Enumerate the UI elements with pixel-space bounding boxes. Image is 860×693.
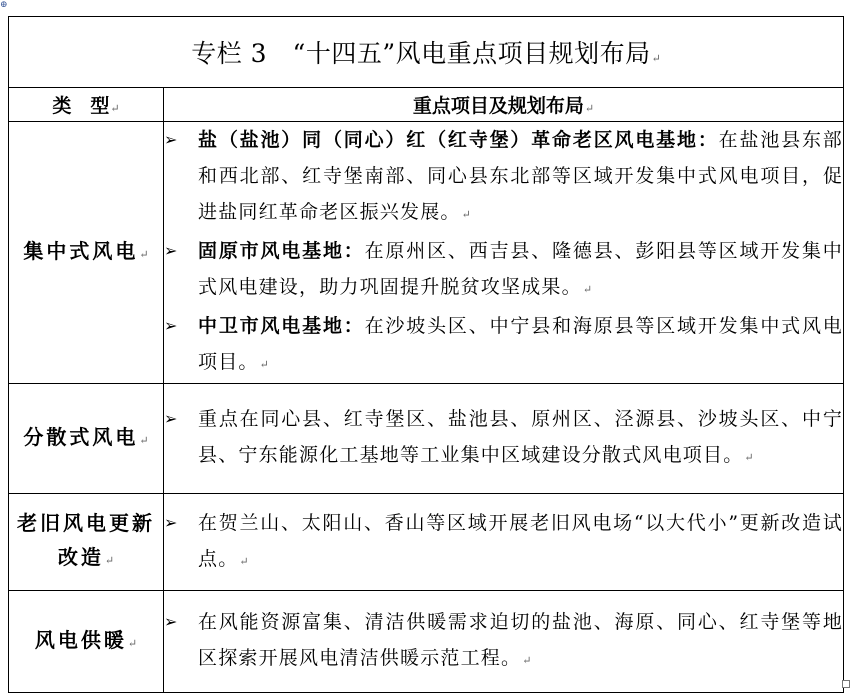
paragraph-mark: ↵ (651, 52, 661, 65)
table-anchor-icon[interactable]: ⊕ (0, 0, 8, 10)
row-type: 集中式风电 (23, 238, 139, 263)
paragraph-mark: ↵ (139, 247, 149, 261)
arrow-bullet-icon: ➢ (164, 241, 178, 260)
list-item (164, 401, 843, 476)
item-text: 在风能资源富集、清洁供暖需求迫切的盐池、海原、同心、红寺堡等地区探索开展风电清洁供暖示范工程。 (198, 611, 844, 669)
table-row (9, 384, 844, 494)
content-header-cell (164, 88, 844, 122)
item-text: 在原州区、西吉县、隆德县、彭阳县等区域开发集中式风电建设，助力巩固提升脱贫攻坚成果。 (198, 240, 844, 298)
list-item (164, 122, 843, 233)
list-item (164, 604, 843, 679)
paragraph-mark: ↵ (259, 358, 269, 371)
paragraph-mark: ↵ (522, 654, 532, 667)
planning-table (8, 16, 844, 693)
type-header: 类 型 (52, 95, 110, 117)
table-row (9, 122, 844, 384)
list-item (164, 233, 843, 308)
paragraph-mark: ↵ (110, 102, 120, 115)
row-type-cell (9, 494, 164, 591)
arrow-bullet-icon: ➢ (164, 130, 178, 149)
table-row (9, 591, 844, 693)
table-row (9, 494, 844, 591)
row-type: 风电供暖 (34, 627, 127, 652)
paragraph-mark: ↵ (584, 102, 595, 115)
paragraph-mark: ↵ (104, 554, 115, 567)
arrow-bullet-icon: ➢ (164, 512, 178, 532)
row-type: 分散式风电 (23, 424, 139, 449)
row-type-cell (9, 122, 164, 384)
item-text: 在盐池县东部和西北部、红寺堡南部、同心县东北部等区域开发集中式风电项目，促进盐同红革命老区振兴发展。 (198, 129, 844, 223)
table-title-cell (9, 17, 844, 88)
arrow-bullet-icon: ➢ (164, 316, 178, 335)
list-item (164, 308, 843, 383)
title-row (9, 17, 844, 88)
content-header: 重点项目及规划布局 (412, 95, 584, 117)
item-heading: 固原市风电基地： (198, 240, 365, 262)
paragraph-mark: ↵ (127, 636, 138, 650)
paragraph-mark: ↵ (461, 208, 471, 221)
table-title: 专栏 3 “十四五”风电重点项目规划布局 (191, 39, 651, 68)
list-item (164, 505, 843, 580)
row-content-cell (164, 384, 844, 494)
paragraph-mark: ↵ (582, 283, 593, 296)
item-text: 重点在同心县、红寺堡区、盐池县、原州区、泾源县、沙坡头区、中宁县、宁东能源化工基地等工业集中区域建设分散式风电项目。 (198, 408, 844, 466)
paragraph-mark: ↵ (239, 554, 249, 568)
row-type-cell (9, 591, 164, 693)
arrow-bullet-icon: ➢ (164, 409, 178, 428)
item-heading: 盐（盐池）同（同心）红（红寺堡）革命老区风电基地： (198, 129, 719, 151)
row-content-cell (164, 494, 844, 591)
row-type: 老旧风电更新改造 (17, 511, 155, 569)
row-type-cell (9, 384, 164, 494)
paragraph-mark: ↵ (139, 433, 149, 447)
table-resize-handle[interactable] (842, 680, 850, 688)
paragraph-mark: ↵ (744, 451, 754, 464)
arrow-bullet-icon: ➢ (164, 612, 178, 631)
item-heading: 中卫市风电基地： (198, 315, 365, 337)
row-content-cell (164, 122, 844, 384)
header-row (9, 88, 844, 122)
item-text: 在沙坡头区、中宁县和海原县等区域开发集中式风电项目。 (198, 315, 844, 373)
row-content-cell (164, 591, 844, 693)
type-header-cell (9, 88, 164, 122)
item-text: 在贺兰山、太阳山、香山等区域开展老旧风电场“以大代小”更新改造试点。 (198, 511, 844, 570)
